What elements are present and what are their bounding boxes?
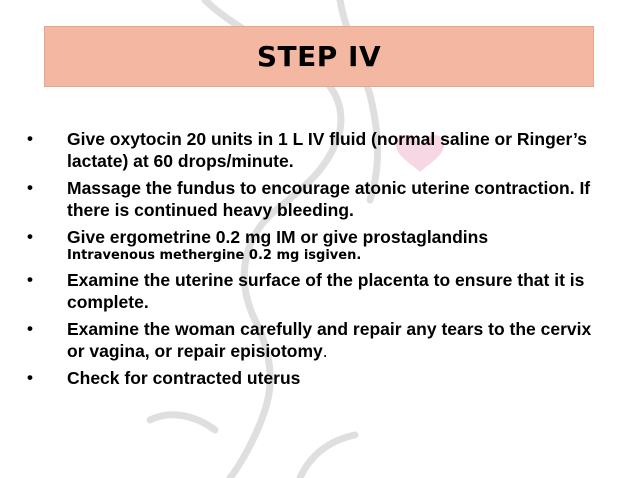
slide-title: STEP IV <box>256 40 382 73</box>
bullet-dot-icon: • <box>27 270 33 289</box>
bullet-text: Give ergometrine 0.2 mg IM or give prostaglandins <box>67 227 489 247</box>
bullet-item <box>27 318 607 362</box>
bullet-suffix: . <box>322 341 328 361</box>
bullet-text: Examine the woman carefully and repair any tears to the cervix or vagina, or repair episiotomy <box>67 319 592 361</box>
bullet-dot-icon: • <box>27 319 33 338</box>
bullet-dot-icon: • <box>27 178 33 197</box>
bullet-text: Massage the fundus to encourage atonic uterine contraction. If there is continued heavy bleeding. <box>67 178 591 220</box>
bullet-text: Check for contracted uterus <box>67 368 301 388</box>
bullet-subline: Intravenous methergine 0.2 mg isgiven. <box>67 248 362 263</box>
bullet-item <box>27 269 607 313</box>
bullet-item <box>27 226 607 264</box>
title-bar <box>44 26 594 87</box>
bullet-item <box>27 177 607 221</box>
bullet-dot-icon: • <box>27 129 33 148</box>
bullet-text: Examine the uterine surface of the placenta to ensure that it is complete. <box>67 270 585 312</box>
bullet-item <box>27 128 607 172</box>
bullet-text: Give oxytocin 20 units in 1 L IV fluid (normal saline or Ringer’s lactate) at 60 drops/minute. <box>67 129 587 171</box>
bullet-dot-icon: • <box>27 227 33 246</box>
bullet-dot-icon: • <box>27 368 33 387</box>
bullet-item <box>27 367 607 389</box>
bullet-list <box>27 128 607 394</box>
